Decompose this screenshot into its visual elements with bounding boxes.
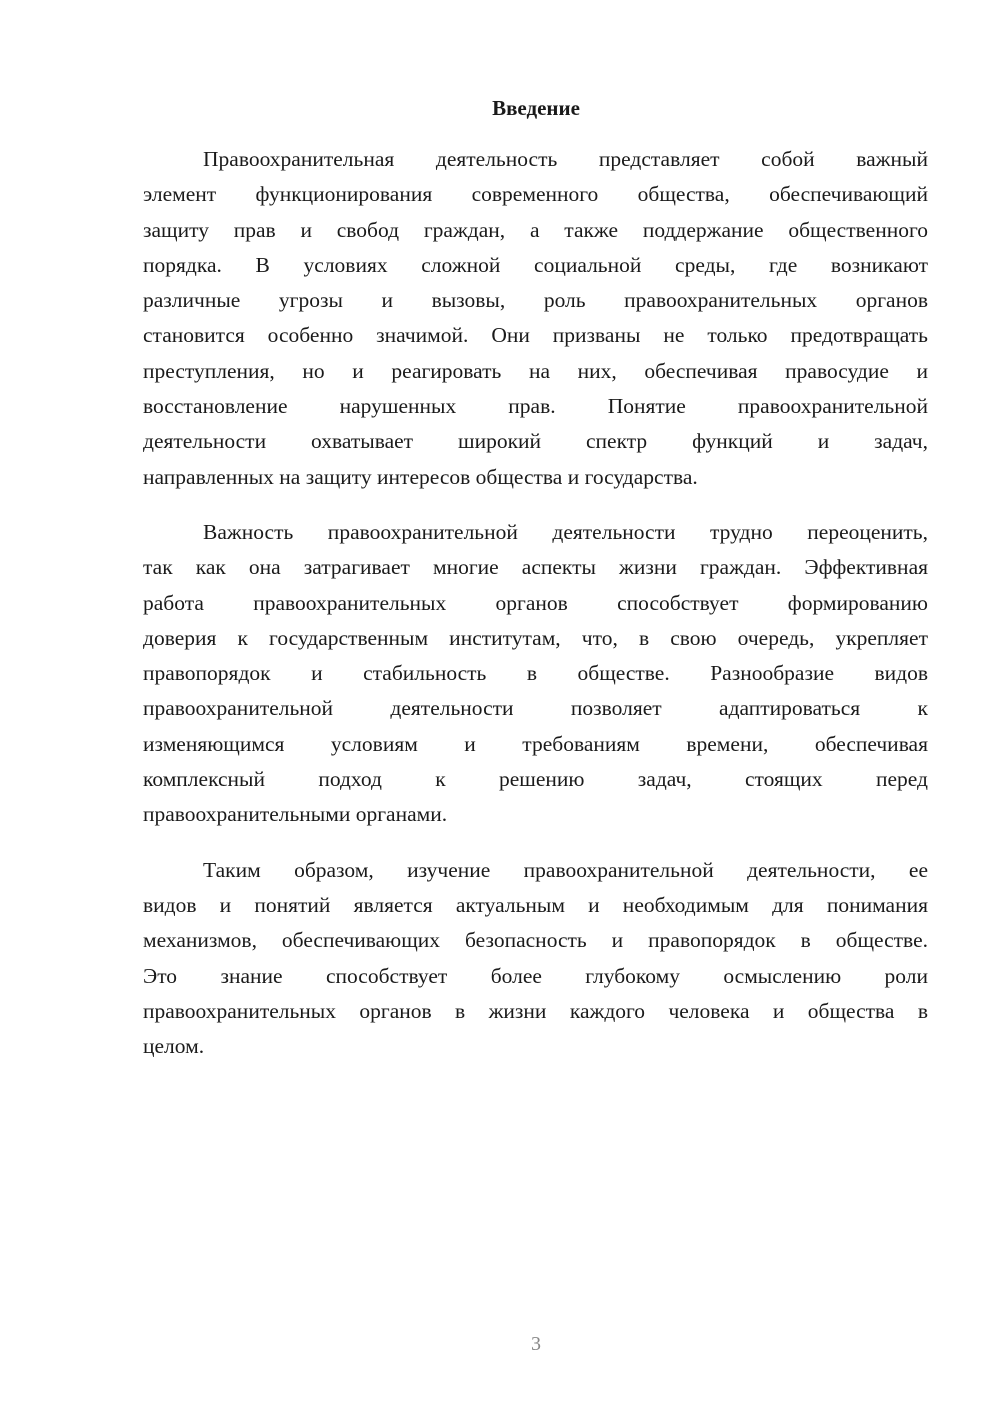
text-line: Правоохранительная деятельность представляет собой важный [203,147,928,171]
text-line: целом. [143,1034,205,1059]
text-line: работа правоохранительных органов способствует формированию [143,590,928,615]
text-line: доверия к государственным институтам, что, в свою очередь, укрепляет [143,625,928,650]
text-line: правоохранительной деятельности позволяет адаптироваться к [143,696,928,721]
text-line: преступления, но и реагировать на них, обеспечивая правосудие и [143,358,928,383]
body-text [143,142,928,1084]
text-line: деятельности охватывает широкий спектр функций и задач, [143,429,928,454]
text-line: элемент функционирования современного общества, обеспечивающий [143,182,928,207]
text-line: Таким образом, изучение правоохранительной деятельности, ее [203,857,928,882]
text-line: восстановление нарушенных прав. Понятие правоохранительной [143,394,928,419]
text-line: становится особенно значимой. Они призваны не только предотвращать [143,323,928,348]
text-line: защиту прав и свобод граждан, а также поддержание общественного [143,217,928,242]
text-line: механизмов, обеспечивающих безопасность и правопорядок в обществе. [143,928,928,953]
text-line: комплексный подход к решению задач, стоящих перед [143,767,928,792]
text-line: так как она затрагивает многие аспекты жизни граждан. Эффективная [143,555,928,580]
section-title: Введение [492,96,580,120]
text-line: порядка. В условиях сложной социальной среды, где возникают [143,252,928,277]
text-line: видов и понятий является актуальным и необходимым для понимания [143,892,928,917]
paragraph [143,853,928,1065]
text-line: правоохранительными органами. [143,802,448,827]
text-line: Это знание способствует более глубокому осмыслению роли [143,963,928,988]
text-line: направленных на защиту интересов общества и государства. [143,464,698,489]
paragraph [143,515,928,833]
text-line: различные угрозы и вызовы, роль правоохранительных органов [143,288,928,313]
text-line: изменяющимся условиям и требованиям времени, обеспечивая [143,731,928,756]
text-line: правопорядок и стабильность в обществе. Разнообразие видов [143,661,928,686]
text-line: Важность правоохранительной деятельности трудно переоценить, [203,519,928,544]
page-number: 3 [531,1333,541,1355]
text-line: правоохранительных органов в жизни каждого человека и общества в [143,998,928,1023]
paragraph [143,142,928,495]
